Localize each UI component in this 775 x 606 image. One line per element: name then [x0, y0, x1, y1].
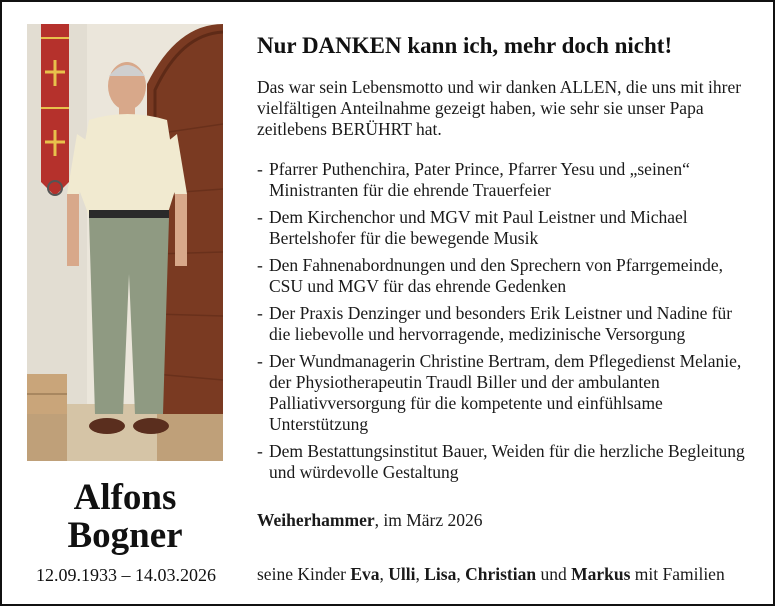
deceased-first-name: Alfons — [73, 477, 177, 518]
child-name: Ulli — [388, 564, 416, 584]
portrait-photo — [27, 24, 223, 461]
separator: , — [415, 564, 425, 584]
child-name: Christian — [465, 564, 537, 584]
list-item: - Der Praxis Denzinger und besonders Erik Leistner und Nadine für die liebevolle und hervorragende, medizinische Versorgung — [257, 303, 752, 345]
family-signature — [257, 564, 725, 585]
child-name: Lisa — [424, 564, 457, 584]
thanks-list — [257, 159, 752, 489]
family-prefix: seine Kinder — [257, 564, 351, 584]
life-dates: 12.09.1933 – 14.03.2026 — [36, 565, 216, 585]
child-name: Eva — [350, 564, 380, 584]
separator: , — [456, 564, 466, 584]
place-date-line — [257, 510, 483, 531]
list-item: - Pfarrer Puthenchira, Pater Prince, Pfarrer Yesu und „seinen“ Ministranten für die ehrende Trauerfeier — [257, 159, 752, 201]
list-item: - Dem Kirchenchor und MGV mit Paul Leistner und Michael Bertelshofer für die bewegende Musik — [257, 207, 752, 249]
separator: und — [536, 564, 572, 584]
list-item: - Der Wundmanagerin Christine Bertram, dem Pflegedienst Melanie, der Physiotherapeutin Traudl Biller und der ambulanten Palliativversorgung für die kompetente und einfühlsame Unterstützung — [257, 351, 752, 435]
list-item: - Den Fahnenabordnungen und den Sprechern von Pfarrgemeinde, CSU und MGV für das ehrende Gedenken — [257, 255, 752, 297]
list-item: - Dem Bestattungsinstitut Bauer, Weiden für die herzliche Begleitung und würdevolle Gestaltung — [257, 441, 752, 483]
child-name: Markus — [571, 564, 631, 584]
intro-paragraph: Das war sein Lebensmotto und wir danken ALLEN, die uns mit ihrer vielfältigen Anteilnahme gezeigt haben, wie sehr sie unser Papa zeitlebens BERÜHRT hat. — [257, 77, 742, 139]
place-date: , im März 2026 — [374, 510, 483, 530]
headline: Nur DANKEN kann ich, mehr doch nicht! — [257, 33, 673, 58]
deceased-last-name: Bogner — [67, 515, 183, 556]
family-suffix: mit Familien — [630, 564, 725, 584]
separator: , — [379, 564, 389, 584]
place-town: Weiherhammer — [257, 510, 375, 530]
